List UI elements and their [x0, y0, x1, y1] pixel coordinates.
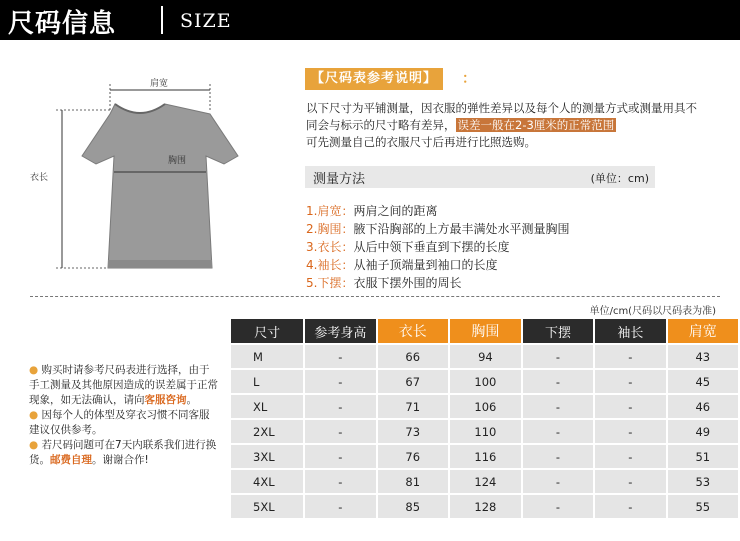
header-chest: 胸围 — [450, 319, 521, 343]
table-cell: 3XL — [231, 445, 303, 468]
note-text: 因每个人的体型及穿衣习惯不同客服建议仅供参考。 — [29, 409, 210, 436]
table-cell: 76 — [378, 445, 448, 468]
note-text: 若尺码问题可在7天内联系我们进行换货。 — [29, 439, 217, 466]
header-divider — [161, 6, 163, 34]
bullet-icon: ● — [29, 364, 39, 376]
header-title-cn: 尺码信息 — [8, 9, 117, 39]
table-cell: 81 — [378, 470, 448, 493]
table-row — [231, 420, 738, 443]
bullet-icon: ● — [29, 409, 39, 421]
table-cell: 46 — [668, 395, 738, 418]
definition-item — [306, 274, 726, 292]
table-cell: - — [595, 445, 665, 468]
definition-item — [306, 256, 726, 274]
definition-value: 腋下沿胸部的上方最丰满处水平测量胸围 — [353, 222, 570, 236]
table-cell: 85 — [378, 495, 448, 518]
header-shoulder: 肩宽 — [668, 319, 738, 343]
definition-value: 从后中领下垂直到下摆的长度 — [353, 240, 510, 254]
table-cell: - — [305, 370, 375, 393]
definition-key: 2.胸围： — [306, 222, 354, 236]
definition-key: 3.衣长： — [306, 240, 354, 254]
table-cell: - — [523, 495, 593, 518]
table-unit-note: 单位/cm(尺码以尺码表为准) — [589, 306, 716, 317]
chest-label: 胸围 — [168, 156, 187, 166]
table-cell: - — [523, 470, 593, 493]
definition-value: 衣服下摆外围的周长 — [353, 276, 462, 290]
definition-list — [306, 202, 726, 292]
note-item — [29, 408, 219, 438]
header-hem: 下摆 — [523, 319, 593, 343]
table-header-row — [231, 319, 738, 343]
table-cell: 106 — [450, 395, 521, 418]
table-cell: 100 — [450, 370, 521, 393]
purchase-notes — [29, 363, 219, 468]
table-cell: - — [595, 495, 665, 518]
table-cell: 4XL — [231, 470, 303, 493]
header-size: 尺寸 — [231, 319, 303, 343]
table-cell: - — [595, 420, 665, 443]
section-divider — [30, 296, 720, 297]
reference-title: 【尺码表参考说明】 — [305, 68, 443, 90]
definition-item — [306, 238, 726, 256]
note-text: 。 — [186, 394, 197, 406]
table-row — [231, 395, 738, 418]
header-bar — [0, 0, 740, 40]
reference-colon: ： — [462, 71, 476, 87]
definition-item — [306, 220, 726, 238]
table-row — [231, 345, 738, 368]
table-cell: - — [523, 370, 593, 393]
definition-item — [306, 202, 726, 220]
table-cell: - — [305, 420, 375, 443]
table-cell: 5XL — [231, 495, 303, 518]
reference-text-1: 以下尺寸为平铺测量，因衣服的弹性差异以及每个人的测量方式或测量用具不同会与标示的尺寸略有差异， — [306, 101, 697, 132]
bullet-icon: ● — [29, 439, 39, 451]
table-cell: 116 — [450, 445, 521, 468]
table-row — [231, 445, 738, 468]
header-height: 参考身高 — [305, 319, 375, 343]
note-item — [29, 363, 219, 408]
table-cell: 124 — [450, 470, 521, 493]
header-length: 衣长 — [378, 319, 448, 343]
definition-key: 5.下摆： — [306, 276, 354, 290]
header-title-en: SIZE — [180, 10, 232, 32]
table-cell: - — [305, 470, 375, 493]
table-cell: - — [305, 495, 375, 518]
table-cell: - — [595, 395, 665, 418]
note-text: 。谢谢合作! — [92, 454, 149, 466]
table-cell: 45 — [668, 370, 738, 393]
table-cell: - — [305, 395, 375, 418]
reference-paragraph — [306, 100, 706, 151]
table-cell: - — [595, 345, 665, 368]
shoulder-label: 肩宽 — [150, 79, 169, 89]
tshirt-icon — [10, 60, 270, 290]
table-cell: - — [305, 345, 375, 368]
length-label: 衣长 — [30, 173, 49, 183]
definition-value: 从袖子顶端量到袖口的长度 — [353, 258, 498, 272]
method-bar — [305, 166, 655, 188]
reference-highlight: 误差一般在2-3厘米的正常范围 — [457, 118, 615, 132]
method-unit: (单位：cm) — [590, 172, 649, 185]
definition-value: 两肩之间的距离 — [353, 204, 438, 218]
tshirt-diagram — [10, 60, 270, 290]
table-cell: - — [523, 345, 593, 368]
table-cell: 110 — [450, 420, 521, 443]
table-row — [231, 470, 738, 493]
definition-key: 4.袖长： — [306, 258, 354, 272]
table-cell: - — [595, 370, 665, 393]
table-cell: M — [231, 345, 303, 368]
table-cell: 73 — [378, 420, 448, 443]
table-cell: 43 — [668, 345, 738, 368]
table-row — [231, 370, 738, 393]
size-table — [229, 317, 740, 520]
table-cell: 51 — [668, 445, 738, 468]
table-cell: 94 — [450, 345, 521, 368]
table-cell: - — [523, 420, 593, 443]
customer-service-link[interactable]: 客服咨询 — [144, 394, 187, 406]
reference-text-2: 可先测量自己的衣服尺寸后再进行比照选购。 — [306, 135, 536, 149]
table-cell: 67 — [378, 370, 448, 393]
table-row — [231, 495, 738, 518]
table-cell: - — [595, 470, 665, 493]
table-cell: 128 — [450, 495, 521, 518]
shipping-note: 邮费自理 — [50, 454, 92, 466]
method-title: 测量方法 — [313, 172, 366, 187]
table-cell: XL — [231, 395, 303, 418]
table-cell: 55 — [668, 495, 738, 518]
table-cell: - — [305, 445, 375, 468]
table-cell: 2XL — [231, 420, 303, 443]
note-text: 购买时请参考尺码表进行选择，由于手工测量及其他原因造成的误差属于正常现象，如无法确认，请向 — [29, 364, 218, 406]
table-cell: 53 — [668, 470, 738, 493]
header-sleeve: 袖长 — [595, 319, 665, 343]
note-item — [29, 438, 219, 468]
table-cell: - — [523, 395, 593, 418]
table-cell: 71 — [378, 395, 448, 418]
table-cell: L — [231, 370, 303, 393]
definition-key: 1.肩宽： — [306, 204, 354, 218]
table-cell: - — [523, 445, 593, 468]
table-cell: 66 — [378, 345, 448, 368]
table-cell: 49 — [668, 420, 738, 443]
